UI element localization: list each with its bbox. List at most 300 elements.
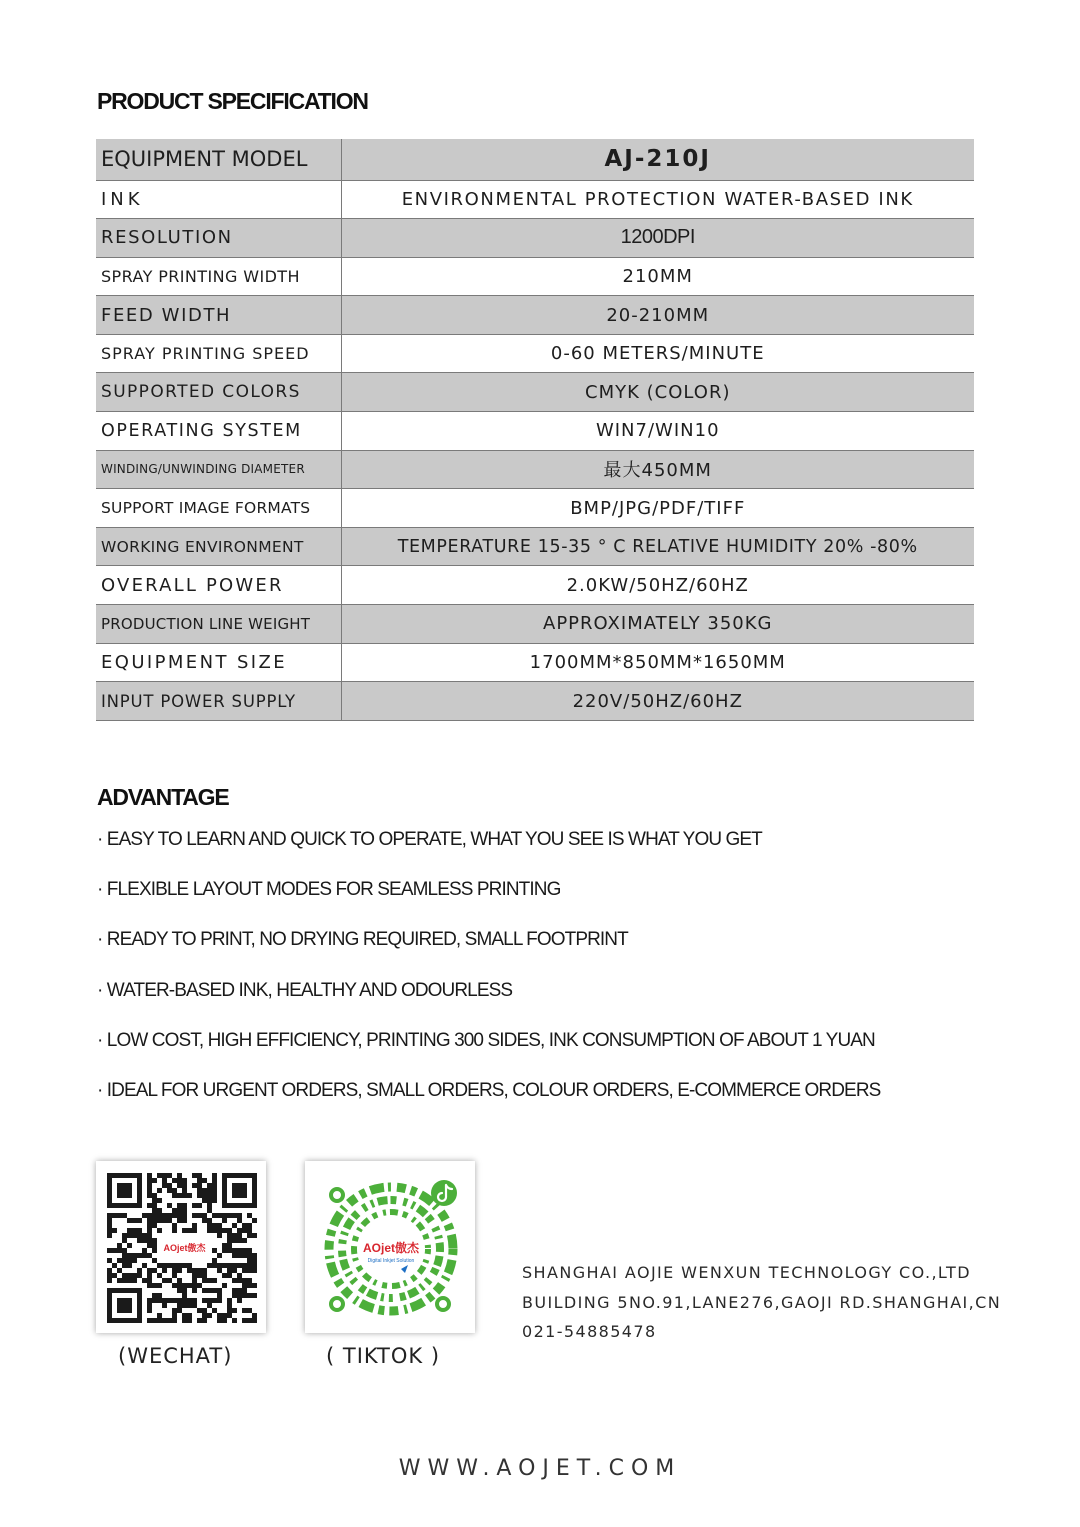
- qr-module: [167, 1183, 172, 1188]
- list-item: · EASY TO LEARN AND QUICK TO OPERATE, WHAT YOU SEE IS WHAT YOU GET: [97, 829, 762, 850]
- qr-module: [147, 1213, 152, 1218]
- qr-module: [247, 1263, 252, 1268]
- qr-module: [247, 1228, 252, 1233]
- qr-module: [127, 1218, 132, 1223]
- qr-module: [142, 1238, 147, 1243]
- qr-module: [202, 1213, 207, 1218]
- qr-module: [187, 1193, 192, 1198]
- qr-module: [217, 1233, 222, 1238]
- qr-module: [152, 1178, 157, 1183]
- qr-module: [177, 1208, 182, 1213]
- qr-module: [197, 1188, 202, 1193]
- qr-module: [197, 1268, 202, 1273]
- qr-module: [187, 1228, 192, 1233]
- table-row: [96, 412, 974, 451]
- table-row: [96, 334, 974, 373]
- spec-key: INK: [96, 180, 341, 219]
- qr-module: [252, 1218, 257, 1223]
- corner-marker-icon: [437, 1298, 449, 1310]
- qr-module: [147, 1178, 152, 1183]
- spec-value: 2.0KW/50HZ/60HZ: [341, 566, 974, 605]
- qr-module: [107, 1223, 112, 1228]
- qr-module: [152, 1208, 157, 1213]
- qr-module: [207, 1198, 212, 1203]
- qr-module: [182, 1193, 187, 1198]
- qr-module: [152, 1198, 157, 1203]
- spec-key: FEED WIDTH: [96, 296, 341, 335]
- qr-module: [212, 1193, 217, 1198]
- qr-module: [112, 1273, 117, 1278]
- qr-module: [172, 1228, 177, 1233]
- qr-module: [157, 1173, 162, 1178]
- spec-key: INPUT POWER SUPPLY: [96, 682, 341, 721]
- qr-module: [117, 1243, 122, 1248]
- qr-module: [182, 1213, 187, 1218]
- table-row: [96, 643, 974, 682]
- qr-module: [172, 1283, 177, 1288]
- qr-module: [172, 1273, 177, 1278]
- spec-key: SUPPORTED COLORS: [96, 373, 341, 412]
- qr-module: [242, 1248, 247, 1253]
- advantage-list: [97, 829, 880, 1130]
- qr-module: [172, 1193, 177, 1198]
- spec-value: 210MM: [341, 257, 974, 296]
- qr-module: [182, 1313, 187, 1318]
- qr-module: [222, 1213, 227, 1218]
- qr-module: [207, 1223, 212, 1228]
- qr-module: [162, 1178, 167, 1183]
- qr-module: [107, 1248, 112, 1253]
- qr-module: [187, 1318, 192, 1323]
- spec-value: 20-210MM: [341, 296, 974, 335]
- qr-module: [142, 1248, 147, 1253]
- qr-module: [177, 1183, 182, 1188]
- qr-module: [242, 1283, 247, 1288]
- website-url[interactable]: WWW.AOJET.COM: [398, 1456, 682, 1481]
- qr-module: [252, 1318, 257, 1323]
- qr-module: [252, 1283, 257, 1288]
- qr-module: [222, 1218, 227, 1223]
- qr-module: [167, 1188, 172, 1193]
- qr-module: [112, 1213, 117, 1218]
- table-row: [96, 219, 974, 258]
- qr-module: [202, 1273, 207, 1278]
- corner-marker-icon: [331, 1298, 343, 1310]
- qr-module: [127, 1233, 132, 1238]
- qr-module: [207, 1298, 212, 1303]
- qr-module: [222, 1263, 227, 1268]
- qr-module: [132, 1218, 137, 1223]
- spec-key: EQUIPMENT SIZE: [96, 643, 341, 682]
- qr-module: [247, 1268, 252, 1273]
- qr-module: [202, 1308, 207, 1313]
- qr-module: [152, 1193, 157, 1198]
- qr-module: [107, 1218, 112, 1223]
- qr-module: [247, 1293, 252, 1298]
- spec-value: APPROXIMATELY 350KG: [341, 605, 974, 644]
- qr-module: [137, 1238, 142, 1243]
- spec-key: PRODUCTION LINE WEIGHT: [96, 605, 341, 644]
- qr-module: [147, 1233, 152, 1238]
- qr-module: [147, 1278, 152, 1283]
- qr-module: [212, 1308, 217, 1313]
- qr-module: [207, 1263, 212, 1268]
- qr-module: [192, 1183, 197, 1188]
- qr-module: [232, 1308, 237, 1313]
- qr-module: [197, 1318, 202, 1323]
- qr-module: [147, 1173, 152, 1178]
- qr-module: [247, 1253, 252, 1258]
- qr-module: [117, 1268, 122, 1273]
- qr-module: [147, 1183, 152, 1188]
- spec-value: ENVIRONMENTAL PROTECTION WATER-BASED INK: [341, 180, 974, 219]
- qr-module: [177, 1263, 182, 1268]
- qr-module: [222, 1313, 227, 1318]
- list-item: · LOW COST, HIGH EFFICIENCY, PRINTING 300 SIDES, INK CONSUMPTION OF ABOUT 1 YUAN: [97, 1029, 875, 1051]
- qr-module: [137, 1218, 142, 1223]
- qr-module: [167, 1263, 172, 1268]
- qr-module: [107, 1258, 112, 1263]
- company-phone: 021-54885478: [522, 1322, 657, 1341]
- qr-module: [247, 1278, 252, 1283]
- qr-module: [207, 1278, 212, 1283]
- qr-module: [217, 1263, 222, 1268]
- qr-module: [207, 1183, 212, 1188]
- qr-module: [187, 1268, 192, 1273]
- qr-module: [207, 1193, 212, 1198]
- qr-module: [192, 1278, 197, 1283]
- qr-module: [212, 1183, 217, 1188]
- qr-module: [227, 1213, 232, 1218]
- qr-module: [172, 1188, 177, 1193]
- qr-module: [207, 1203, 212, 1208]
- qr-module: [237, 1248, 242, 1253]
- qr-module: [227, 1263, 232, 1268]
- qr-module: [162, 1268, 167, 1273]
- spec-key: SPRAY PRINTING WIDTH: [96, 257, 341, 296]
- qr-module: [112, 1228, 117, 1233]
- spec-value: 1700MM*850MM*1650MM: [341, 643, 974, 682]
- spec-key: OPERATING SYSTEM: [96, 412, 341, 451]
- qr-module: [232, 1248, 237, 1253]
- qr-module: [107, 1273, 112, 1278]
- spec-value: WIN7/WIN10: [341, 412, 974, 451]
- qr-module: [232, 1318, 237, 1323]
- qr-module: [212, 1213, 217, 1218]
- qr-module: [232, 1223, 237, 1228]
- qr-module: [242, 1253, 247, 1258]
- qr-module: [107, 1228, 112, 1233]
- table-row: [96, 296, 974, 335]
- qr-module: [147, 1203, 152, 1208]
- qr-module: [202, 1288, 207, 1293]
- qr-module: [227, 1238, 232, 1243]
- qr-module: [232, 1213, 237, 1218]
- qr-module: [247, 1213, 252, 1218]
- qr-module: [122, 1263, 127, 1268]
- qr-module: [247, 1258, 252, 1263]
- qr-module: [157, 1208, 162, 1213]
- qr-module: [222, 1248, 227, 1253]
- qr-module: [167, 1203, 172, 1208]
- qr-module: [192, 1298, 197, 1303]
- qr-module: [227, 1308, 232, 1313]
- qr-module: [227, 1268, 232, 1273]
- spec-key: SPRAY PRINTING SPEED: [96, 334, 341, 373]
- qr-module: [152, 1268, 157, 1273]
- table-row: [96, 257, 974, 296]
- qr-module: [207, 1313, 212, 1318]
- table-row: [96, 180, 974, 219]
- qr-module: [177, 1308, 182, 1313]
- spec-value: BMP/JPG/PDF/TIFF: [341, 489, 974, 528]
- qr-module: [137, 1268, 142, 1273]
- qr-module: [232, 1293, 237, 1298]
- qr-module: [182, 1263, 187, 1268]
- qr-module: [132, 1228, 137, 1233]
- qr-module: [217, 1253, 222, 1258]
- spec-value: 220V/50HZ/60HZ: [341, 682, 974, 721]
- aojet-logo-subtitle: Digital Inkjet Solution: [367, 1258, 415, 1264]
- wechat-qr-code: [96, 1161, 266, 1333]
- list-item: · IDEAL FOR URGENT ORDERS, SMALL ORDERS, COLOUR ORDERS, E-COMMERCE ORDERS: [97, 1079, 881, 1101]
- qr-module: [167, 1218, 172, 1223]
- wechat-label: (WECHAT): [118, 1344, 233, 1368]
- qr-module: [172, 1263, 177, 1268]
- qr-module: [122, 1233, 127, 1238]
- list-item: · WATER-BASED INK, HEALTHY AND ODOURLESS: [97, 979, 513, 1001]
- qr-module: [122, 1273, 127, 1278]
- qr-module: [162, 1183, 167, 1188]
- qr-module: [242, 1318, 247, 1323]
- qr-module: [157, 1298, 162, 1303]
- qr-module: [142, 1253, 147, 1258]
- qr-module: [182, 1318, 187, 1323]
- qr-module: [197, 1283, 202, 1288]
- qr-module: [177, 1278, 182, 1283]
- qr-module: [187, 1313, 192, 1318]
- qr-module: [147, 1273, 152, 1278]
- qr-module: [197, 1183, 202, 1188]
- qr-module: [192, 1223, 197, 1228]
- qr-module: [167, 1278, 172, 1283]
- qr-finder-core: [117, 1298, 132, 1313]
- tiktok-label: ( TIKTOK ): [326, 1344, 441, 1368]
- qr-module: [157, 1198, 162, 1203]
- qr-module: [202, 1178, 207, 1183]
- qr-module: [247, 1223, 252, 1228]
- qr-module: [177, 1178, 182, 1183]
- qr-module: [212, 1263, 217, 1268]
- qr-module: [147, 1283, 152, 1288]
- qr-module: [202, 1218, 207, 1223]
- qr-module: [177, 1298, 182, 1303]
- qr-module: [117, 1258, 122, 1263]
- qr-module: [177, 1213, 182, 1218]
- qr-module: [152, 1258, 157, 1263]
- qr-module: [182, 1188, 187, 1193]
- qr-module: [252, 1263, 257, 1268]
- qr-module: [232, 1278, 237, 1283]
- qr-module: [247, 1233, 252, 1238]
- qr-module: [147, 1193, 152, 1198]
- qr-module: [147, 1243, 152, 1248]
- qr-module: [197, 1178, 202, 1183]
- qr-module: [122, 1258, 127, 1263]
- qr-module: [192, 1273, 197, 1278]
- qr-module: [147, 1318, 152, 1323]
- spec-key: RESOLUTION: [96, 219, 341, 258]
- qr-module: [237, 1233, 242, 1238]
- spec-key: OVERALL POWER: [96, 566, 341, 605]
- qr-module: [127, 1263, 132, 1268]
- tiktok-code-icon: [305, 1161, 475, 1333]
- qr-module: [167, 1318, 172, 1323]
- qr-module: [217, 1228, 222, 1233]
- qr-module: [207, 1208, 212, 1213]
- qr-module: [237, 1218, 242, 1223]
- qr-module: [232, 1268, 237, 1273]
- qr-module: [212, 1228, 217, 1233]
- qr-module: [237, 1263, 242, 1268]
- qr-module: [202, 1188, 207, 1193]
- qr-module: [172, 1308, 177, 1313]
- qr-module: [117, 1278, 122, 1283]
- qr-module: [252, 1258, 257, 1263]
- qr-finder-core: [232, 1183, 247, 1198]
- qr-module: [152, 1203, 157, 1208]
- qr-module: [197, 1203, 202, 1208]
- qr-module: [147, 1223, 152, 1228]
- spec-value: AJ-210J: [341, 139, 974, 180]
- qr-logo-text: AOjet傲杰: [163, 1243, 206, 1253]
- qr-module: [147, 1303, 152, 1308]
- spec-key: WORKING ENVIRONMENT: [96, 527, 341, 566]
- qr-module: [157, 1213, 162, 1218]
- qr-module: [207, 1303, 212, 1308]
- qr-module: [217, 1313, 222, 1318]
- spec-value: 最大450MM: [341, 450, 974, 489]
- company-address: BUILDING 5NO.91,LANE276,GAOJI RD.SHANGHAI,CN: [522, 1292, 1002, 1312]
- qr-module: [197, 1193, 202, 1198]
- qr-module: [237, 1288, 242, 1293]
- qr-module: [167, 1298, 172, 1303]
- qr-module: [167, 1213, 172, 1218]
- qr-module: [142, 1278, 147, 1283]
- qr-module: [172, 1213, 177, 1218]
- qr-module: [242, 1238, 247, 1243]
- qr-module: [132, 1278, 137, 1283]
- qr-module: [182, 1303, 187, 1308]
- advantage-title: ADVANTAGE: [97, 784, 229, 810]
- qr-module: [217, 1268, 222, 1273]
- qr-module: [172, 1313, 177, 1318]
- qr-module: [242, 1308, 247, 1313]
- spec-table: [96, 139, 974, 721]
- qr-module: [202, 1313, 207, 1318]
- qr-module: [212, 1223, 217, 1228]
- qr-module: [142, 1213, 147, 1218]
- table-row: [96, 489, 974, 528]
- qr-module: [177, 1283, 182, 1288]
- qr-module: [162, 1318, 167, 1323]
- qr-module: [122, 1278, 127, 1283]
- table-row: [96, 566, 974, 605]
- qr-module: [222, 1283, 227, 1288]
- qr-module: [172, 1268, 177, 1273]
- qr-module: [212, 1188, 217, 1193]
- qr-module: [152, 1293, 157, 1298]
- qr-module: [242, 1223, 247, 1228]
- table-row: [96, 682, 974, 721]
- qr-module: [177, 1173, 182, 1178]
- qr-module: [192, 1288, 197, 1293]
- qr-module: [147, 1268, 152, 1273]
- qr-module: [232, 1238, 237, 1243]
- qr-module: [162, 1173, 167, 1178]
- spec-value: TEMPERATURE 15-35 ° C RELATIVE HUMIDITY 20% -80%: [341, 527, 974, 566]
- qr-module: [202, 1298, 207, 1303]
- qr-module: [172, 1223, 177, 1228]
- qr-module: [147, 1228, 152, 1233]
- qr-module: [187, 1263, 192, 1268]
- qr-module: [122, 1248, 127, 1253]
- qr-module: [112, 1248, 117, 1253]
- qr-module: [147, 1238, 152, 1243]
- qr-module: [212, 1278, 217, 1283]
- qr-module: [212, 1288, 217, 1293]
- qr-finder-core: [117, 1183, 132, 1198]
- qr-module: [152, 1218, 157, 1223]
- qr-module: [107, 1278, 112, 1283]
- qr-module: [202, 1318, 207, 1323]
- qr-module: [157, 1273, 162, 1278]
- tiktok-logo-icon: [431, 1180, 457, 1206]
- qr-module: [127, 1243, 132, 1248]
- qr-module: [217, 1213, 222, 1218]
- qr-code-icon: [96, 1161, 266, 1333]
- qr-module: [152, 1318, 157, 1323]
- qr-module: [252, 1253, 257, 1258]
- qr-module: [232, 1233, 237, 1238]
- qr-module: [162, 1278, 167, 1283]
- qr-module: [212, 1198, 217, 1203]
- qr-module: [237, 1238, 242, 1243]
- qr-module: [212, 1258, 217, 1263]
- qr-module: [147, 1218, 152, 1223]
- spec-key: EQUIPMENT MODEL: [96, 139, 341, 180]
- table-row: [96, 450, 974, 489]
- qr-module: [237, 1293, 242, 1298]
- qr-module: [187, 1283, 192, 1288]
- qr-module: [132, 1233, 137, 1238]
- qr-module: [127, 1258, 132, 1263]
- company-info: [522, 1258, 1001, 1347]
- qr-module: [172, 1318, 177, 1323]
- corner-marker-icon: [331, 1189, 343, 1201]
- qr-module: [182, 1183, 187, 1188]
- qr-module: [202, 1268, 207, 1273]
- qr-module: [137, 1273, 142, 1278]
- qr-module: [182, 1178, 187, 1183]
- qr-module: [227, 1313, 232, 1318]
- qr-module: [107, 1233, 112, 1238]
- qr-module: [232, 1263, 237, 1268]
- qr-module: [192, 1283, 197, 1288]
- qr-module: [237, 1253, 242, 1258]
- qr-module: [192, 1303, 197, 1308]
- qr-module: [237, 1298, 242, 1303]
